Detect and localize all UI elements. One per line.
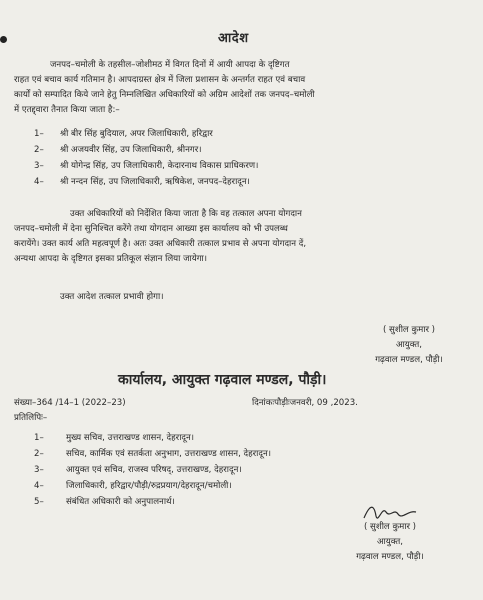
instruction-line: अन्यथा आपदा के दृष्टिगत इसका प्रतिकूल संज्ञान लिया जायेगा।: [14, 254, 208, 264]
signature-block-top: [354, 323, 464, 368]
list-item-text: मुख्य सचिव, उत्तराखण्ड शासन, देहरादून।: [66, 433, 195, 443]
list-item-number: 1–: [34, 129, 44, 139]
list-item-text: आयुक्त एवं सचिव, राजस्व परिषद्, उत्तराखण्ड, देहरादून।: [66, 465, 242, 475]
list-item: [34, 478, 271, 494]
list-item: [34, 430, 271, 446]
recipients-list: [34, 430, 271, 510]
list-item-number: 2–: [34, 145, 44, 155]
intro-line: कार्यों को सम्पादित किये जाने हेतु निम्नलिखित अधिकारियों को अग्रिम आदेशों तक जनपद–चमोली: [14, 90, 315, 100]
list-item: [34, 446, 271, 462]
list-item: [34, 126, 258, 142]
signatory-office: गढ़वाल मण्डल, पौड़ी।: [375, 355, 443, 365]
list-item-number: 3–: [34, 465, 44, 475]
instruction-paragraph: [14, 207, 474, 267]
list-item: [34, 142, 258, 158]
intro-line: जनपद–चमोली के तहसील–जोशीमठ में विगत दिनों में आयी आपदा के दृष्टिगत: [50, 60, 290, 70]
copy-to-label: प्रतिलिपिः–: [14, 413, 48, 423]
intro-line: में एतद्द्वारा तैनात किया जाता है:–: [14, 105, 120, 115]
signatory-designation: आयुक्त,: [376, 537, 403, 547]
signatory-designation: आयुक्त,: [395, 340, 422, 350]
list-item-text: जिलाधिकारी, हरिद्वार/पौड़ी/रुद्रप्रयाग/देहरादून/चमोली।: [66, 481, 232, 491]
hole-punch-mark: [0, 36, 7, 43]
list-item-number: 4–: [34, 177, 44, 187]
list-item-text: श्री योगेन्द्र सिंह, उप जिलाधिकारी, केदारनाथ विकास प्राधिकरण।: [60, 161, 259, 171]
list-item: [34, 158, 258, 174]
list-item-number: 2–: [34, 449, 44, 459]
list-item-text: श्री नन्दन सिंह, उप जिलाधिकारी, ऋषिकेश, जनपद–देहरादून।: [60, 177, 250, 187]
signatory-office: गढ़वाल मण्डल, पौड़ी।: [356, 552, 424, 562]
list-item: [34, 494, 271, 510]
document-title: आदेश: [218, 31, 249, 46]
list-item-text: सचिव, कार्मिक एवं सतर्कता अनुभाग, उत्तराखण्ड शासन, देहरादून।: [66, 449, 271, 459]
list-item-text: श्री अजयवीर सिंह, उप जिलाधिकारी, श्रीनगर।: [60, 145, 202, 155]
list-item: [34, 174, 258, 190]
signatory-name: ( सुशील कुमार ): [382, 325, 436, 335]
intro-line: राहत एवं बचाव कार्य गतिमान है। आपदाग्रस्त क्षेत्र में जिला प्रशासन के अन्तर्गत राहत एवं बचाव: [14, 75, 306, 85]
officers-list: [34, 126, 258, 190]
instruction-line: जनपद–चमोली में देना सुनिश्चित करेंगे तथा योगदान आख्या इस कार्यालय को भी उपलब्ध: [14, 224, 288, 234]
list-item-text: संबंधित अधिकारी को अनुपालनार्थ।: [66, 497, 175, 507]
order-effective-line: उक्त आदेश तत्काल प्रभावी होगा।: [60, 292, 164, 302]
list-item-text: श्री बीर सिंह बुदियाल, अपर जिलाधिकारी, हरिद्वार: [60, 129, 213, 139]
reference-number: संख्या–364 /14–1 (2022–23): [14, 398, 126, 408]
signatory-name: ( सुशील कुमार ): [363, 522, 417, 532]
office-heading: कार्यालय, आयुक्त गढ़वाल मण्डल, पौड़ी।: [118, 372, 327, 388]
list-item-number: 4–: [34, 481, 44, 491]
intro-paragraph: [14, 58, 472, 118]
list-item-number: 1–: [34, 433, 44, 443]
instruction-line: करायेंगे। उक्त कार्य अति महत्वपूर्ण है। अतः उक्त अधिकारी तत्काल प्रभाव से अपना योगदान दें,: [14, 239, 307, 249]
instruction-line: उक्त अधिकारियों को निर्देशित किया जाता है कि वह तत्काल अपना योगदान: [70, 209, 302, 219]
list-item: [34, 462, 271, 478]
list-item-number: 5–: [34, 497, 44, 507]
list-item-number: 3–: [34, 161, 44, 171]
signature-block-bottom: [330, 520, 450, 565]
date-line: दिनांकःपौड़ीःजनवरी, 09 ,2023.: [252, 398, 358, 408]
